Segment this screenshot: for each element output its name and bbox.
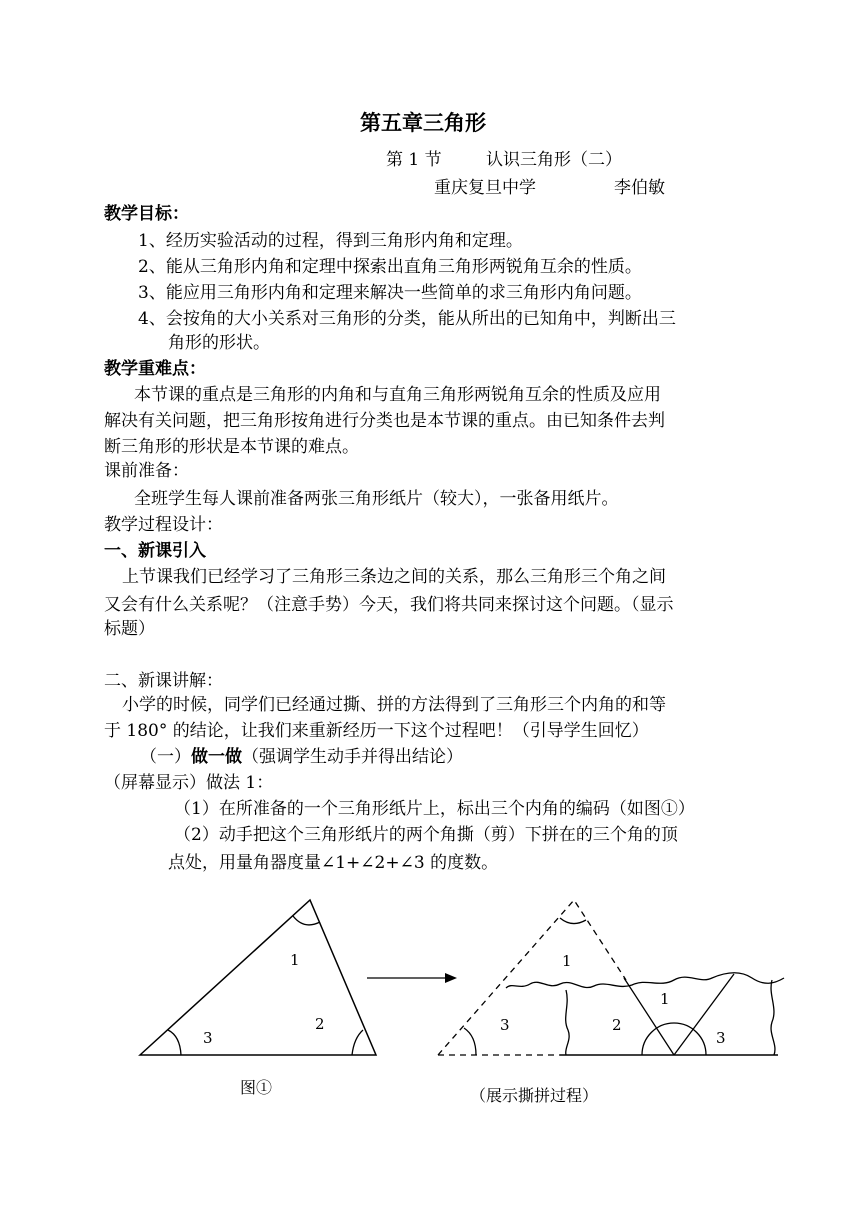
activity-bold: 做一做 [191,747,242,767]
arrow-head [445,973,457,983]
keypoints-heading: 教学重难点： [104,359,206,379]
right-label-2: 2 [612,1016,622,1034]
intro-line-1: 上节课我们已经学习了三角形三条边之间的关系，那么三角形三个角之间 [122,567,666,587]
semicircle-arc [642,1023,706,1055]
goal-item-4-continued: 角形的形状。 [168,333,270,353]
angle-arc-3-right [464,1028,476,1055]
right-label-1-top: 1 [562,952,572,970]
prep-heading: 课前准备： [104,461,189,481]
caption-right: （展示撕拼过程） [470,1086,599,1105]
goals-heading: 教学目标： [104,204,189,224]
lecture-line-2: 于 180° 的结论，让我们来重新经历一下这个过程吧！（引导学生回忆） [104,721,649,741]
keypoints-line-2: 解决有关问题，把三角形按角进行分类也是本节课的重点。由已知条件去判 [104,411,665,431]
author-name: 李伯敏 [614,178,665,198]
right-label-3-right: 3 [716,1029,726,1047]
caption-left: 图① [240,1078,273,1097]
goal-item-1: 1、经历实验活动的过程，得到三角形内角和定理。 [138,231,523,251]
method-label: （屏幕显示）做法 1： [104,773,274,793]
dashed-outline [438,900,626,1055]
torn-edge-left [566,990,569,1055]
keypoints-line-1: 本节课的重点是三角形的内角和与直角三角形两锐角互余的性质及应用 [134,385,661,405]
step-2-continued: 点处，用量角器度量∠1+∠2+∠3 的度数。 [168,853,499,873]
goal-item-2: 2、能从三角形内角和定理中探索出直角三角形两锐角互余的性质。 [138,257,642,277]
keypoints-line-3: 断三角形的形状是本节课的难点。 [104,437,359,457]
right-label-3-left: 3 [500,1016,510,1034]
angle-arc-1-left [293,916,320,925]
page-title: 第五章三角形 [360,111,486,135]
angle-arc-3-left [168,1030,181,1055]
right-label-1-piece: 1 [660,990,670,1008]
lecture-line-1: 小学的时候，同学们已经通过撕、拼的方法得到了三角形三个内角的和等 [122,695,666,715]
left-label-2: 2 [315,1015,325,1033]
left-label-1: 1 [290,951,300,969]
left-triangle [140,900,376,1055]
section-number: 第 1 节 [386,150,442,170]
school-name: 重庆复旦中学 [434,178,536,198]
goal-item-4: 4、会按角的大小关系对三角形的分类，能从所出的已知角中，判断出三 [138,309,676,329]
goal-item-3: 3、能应用三角形内角和定理来解决一些简单的求三角形内角问题。 [138,283,642,303]
step-1: （1）在所准备的一个三角形纸片上，标出三个内角的编码（如图①） [174,799,695,819]
torn-edge-right [771,980,775,1055]
step-2: （2）动手把这个三角形纸片的两个角撕（剪）下拼在的三个角的顶 [174,825,678,845]
intro-heading: 一、新课引入 [104,541,206,561]
activity-prefix: （一） [140,747,191,767]
left-label-3: 3 [203,1029,213,1047]
angle-arc-1-right [560,918,586,924]
intro-line-3: 标题） [104,619,155,639]
activity-suffix: （强调学生动手并得出结论） [242,747,463,767]
prep-line: 全班学生每人课前准备两张三角形纸片（较大），一张备用纸片。 [134,489,619,509]
process-heading: 教学过程设计： [104,515,223,535]
section-title: 认识三角形（二） [486,150,622,170]
lecture-heading: 二、新课讲解： [104,671,223,691]
intro-line-2: 又会有什么关系呢？（注意手势）今天，我们将共同来探讨这个问题。（显示 [104,595,674,615]
torn-edge-top [506,973,784,988]
angle-arc-2-left [352,1030,363,1055]
